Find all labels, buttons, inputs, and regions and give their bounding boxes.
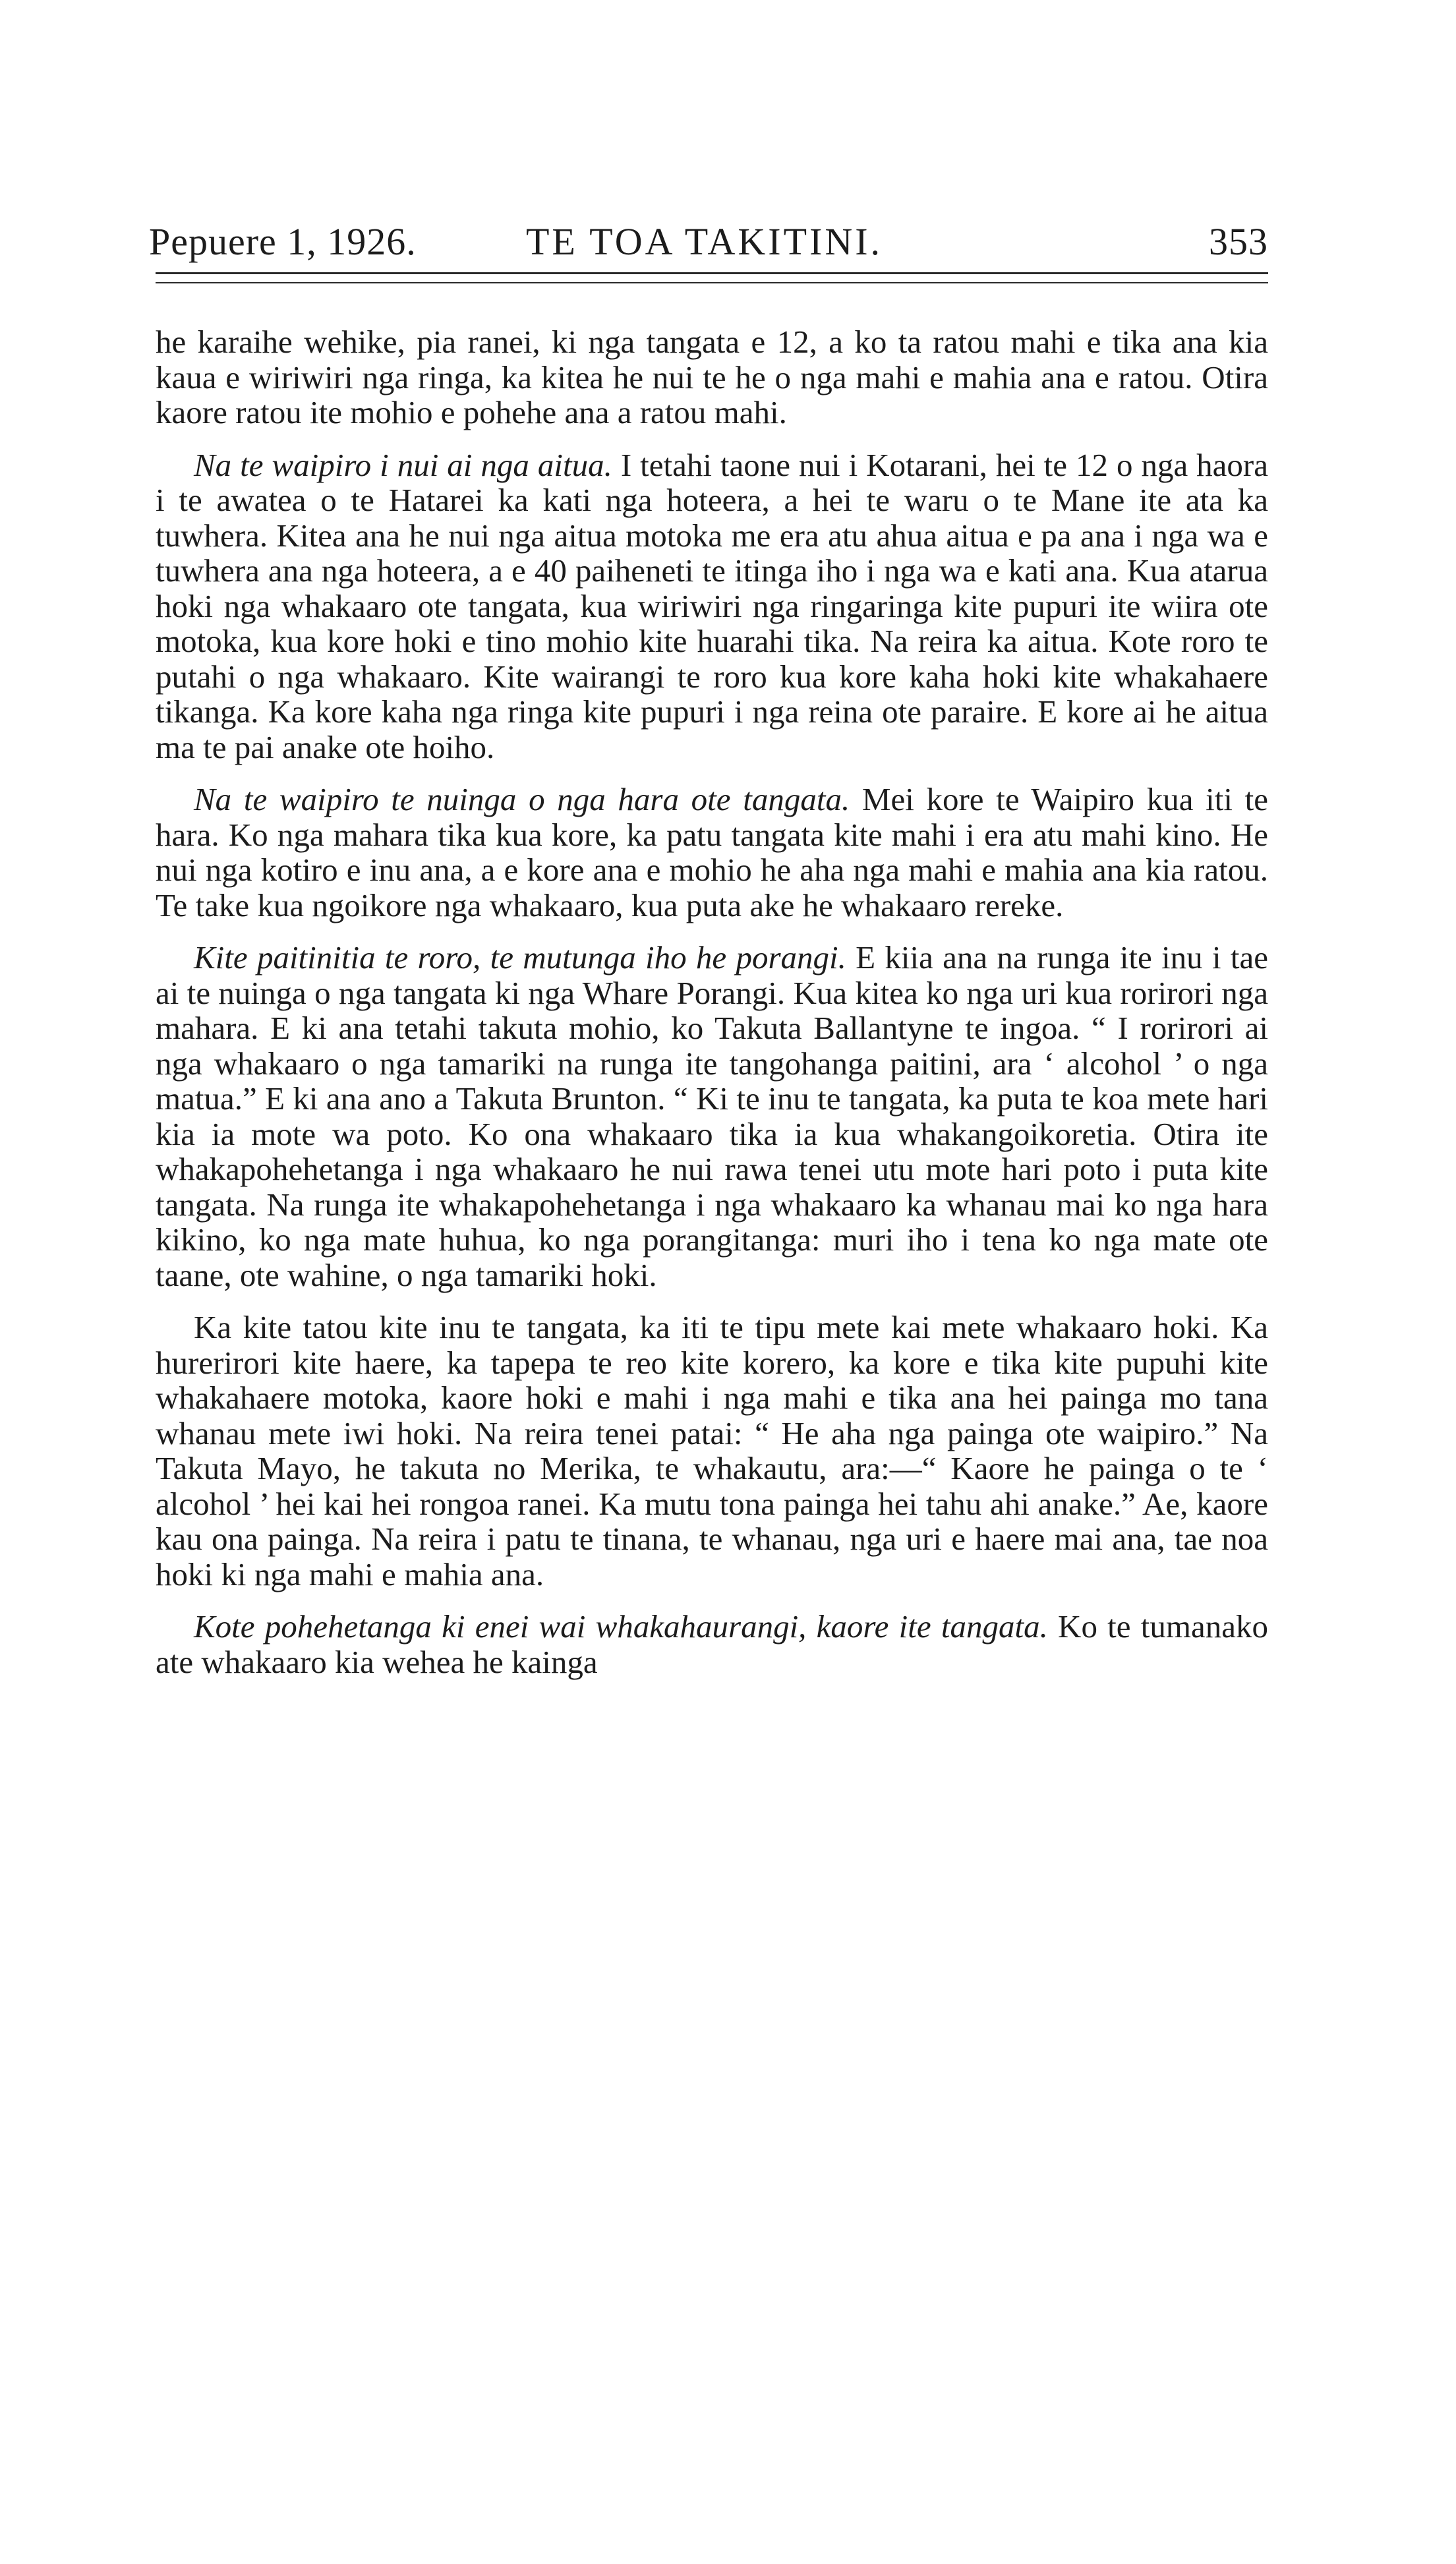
paragraph-text: he karaihe wehike, pia ranei, ki nga tangata e 12, a ko ta ratou mahi e tika ana kia kaua e wiriwiri nga ringa, ka kitea he nui te he o nga mahi e mahia ana e ratou. Otira kaore ratou ite mohio e pohehe ana a ratou mahi. — [156, 324, 1268, 430]
page-number: 353 — [1209, 220, 1268, 263]
paragraph-text: Mei kore te Waipiro kua iti te hara. Ko nga mahara tika kua kore, ka patu tangata kite mahi i era atu mahi kino. He nui nga kotiro e inu ana, a e kore ana e mohio he aha nga mahi e mahia ana kia ratou. Te take kua ngoikore nga whakaaro, kua puta ake he whakaaro rereke. — [156, 781, 1268, 923]
header-date: Pepuere 1, 1926. — [149, 220, 417, 263]
paragraph-4 — [156, 940, 1268, 1293]
paragraph-heading: Kite paitinitia te roro, te mutunga iho he porangi. — [194, 939, 846, 976]
paragraph-1 — [156, 324, 1268, 430]
paragraph-heading: Na te waipiro i nui ai nga aitua. — [194, 446, 612, 483]
paragraph-heading: Kote pohehetanga ki enei wai whakahaurangi, kaore ite tangata. — [194, 1608, 1048, 1645]
running-header — [149, 221, 1268, 263]
paragraph-2 — [156, 448, 1268, 765]
paragraph-3 — [156, 782, 1268, 923]
article-body — [156, 324, 1268, 1679]
paragraph-5 — [156, 1310, 1268, 1592]
header-rule-thin — [156, 282, 1268, 283]
paragraph-text: Ka kite tatou kite inu te tangata, ka iti te tipu mete kai mete whakaaro hoki. Ka hurerirori kite haere, ka tapepa te reo kite korero, ka kore e tika kite pupuhi kite whakahaere motoka, kaore hoki e mahi i nga mahi e tika ana hei painga mo tana whanau mete iwi hoki. Na reira tenei patai: “ He aha nga painga ote waipiro.” Na Takuta Mayo, he takuta no Merika, te whakautu, ara:—“ Kaore he painga o te ‘ alcohol ’ hei kai hei rongoa ranei. Ka mutu tona painga hei tahu ahi anake.” Ae, kaore kau ona painga. Na reira i patu te tinana, te whanau, nga uri e haere mai ana, tae noa hoki ki nga mahi e mahia ana. — [156, 1309, 1268, 1592]
paragraph-6 — [156, 1609, 1268, 1679]
paragraph-text: E kiia ana na runga ite inu i tae ai te nuinga o nga tangata ki nga Whare Porangi. Kua kitea ko nga uri kua rorirori nga mahara. E ki ana tetahi takuta mohio, ko Takuta Ballantyne te ingoa. “ I rorirori ai nga whakaaro o nga tamariki na runga ite tangohanga paitini, ara ‘ alcohol ’ o nga matua.” E ki ana ano a Takuta Brunton. “ Ki te inu te tangata, ka puta te koa mete hari kia ia mote wa poto. Ko ona whakaaro tika ia kua whakangoikoretia. Otira ite whakapohehetanga i nga whakaaro he nui rawa tenei utu mote hari poto i puta kite tangata. Na runga ite whakapohehetanga i nga whakaaro ka whanau mai ko nga hara kikino, ko nga mate huhua, ko nga porangitanga: muri iho i tena ko nga mate ote taane, ote wahine, o nga tamariki hoki. — [156, 939, 1268, 1293]
paragraph-heading: Na te waipiro te nuinga o nga hara ote tangata. — [194, 781, 850, 817]
paragraph-text: I tetahi taone nui i Kotarani, hei te 12 o nga haora i te awatea o te Hatarei ka kati nga hoteera, a hei te waru o te Mane ite ata ka tuwhera. Kitea ana he nui nga aitua motoka me era atu ahua aitua e pa ana i nga wa e tuwhera ana nga hoteera, a e 40 paiheneti te itinga iho i nga wa e kati ana. Kua atarua hoki nga whakaaro ote tangata, kua wiriwiri nga ringaringa kite pupuri ite wiira ote motoka, kua kore hoki e tino mohio kite huarahi tika. Na reira ka aitua. Kote roro te putahi o nga whakaaro. Kite wairangi te roro kua kore kaha hoki kite whakahaere tikanga. Ka kore kaha nga ringa kite pupuri i nga reina ote paraire. E kore ai he aitua ma te pai anake ote hoiho. — [156, 446, 1268, 765]
header-rule — [156, 272, 1268, 274]
paragraph-text: Ko te tumanako ate whakaaro kia wehea he kainga — [156, 1608, 1268, 1680]
journal-title: TE TOA TAKITINI. — [526, 220, 883, 263]
